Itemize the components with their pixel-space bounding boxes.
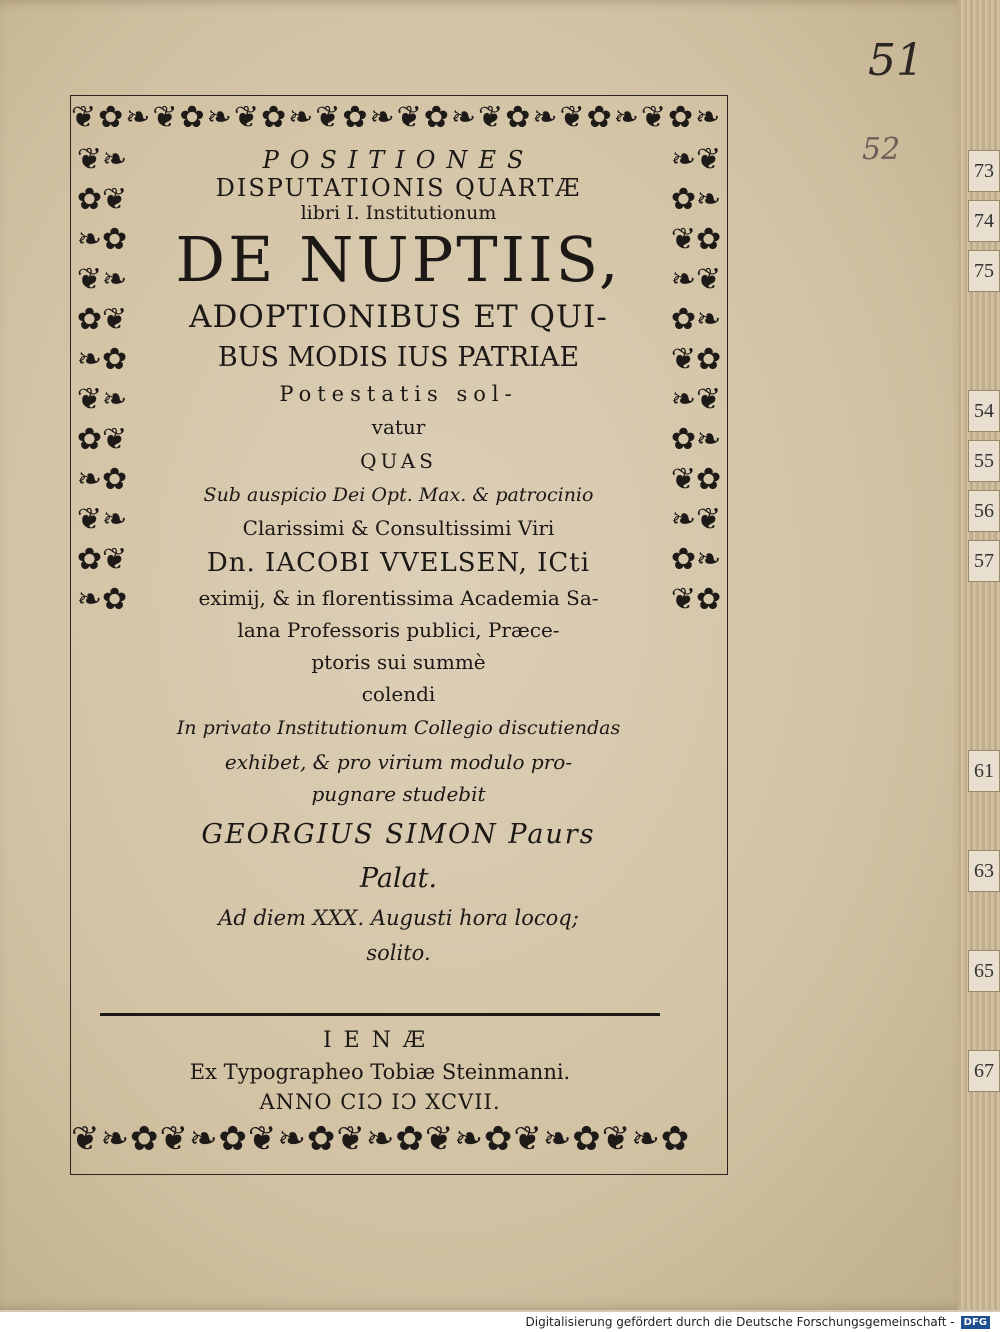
ornament-right: ❧❦✿❧❦✿❧❦✿❧❦✿❧❦✿❧❦✿❧❦✿❧❦✿ [670, 142, 722, 617]
main-title: DE NUPTIIS, [175, 223, 622, 296]
title-text-block [151, 146, 646, 1106]
footer-credit: Digitalisierung gefördert durch die Deutsche Forschungsgemeinschaft - [525, 1315, 955, 1329]
handwritten-page-number: 51 [868, 35, 924, 86]
imprint-place: IENÆ [322, 1028, 438, 1053]
edge-tab: 67 [968, 1050, 1000, 1092]
title-line: Sub auspicio Dei Opt. Max. & patrocinio [203, 484, 594, 506]
title-line: libri I. Institutionum [300, 202, 497, 224]
dfg-logo: DFG [961, 1316, 990, 1329]
handwritten-note: 52 [862, 132, 901, 167]
edge-tab: 74 [968, 200, 1000, 242]
title-line: ADOPTIONIBUS ET QUI- [189, 299, 608, 335]
edge-tab: 73 [968, 150, 1000, 192]
ornament-left: ❦❧✿❦❧✿❦❧✿❦❧✿❦❧✿❦❧✿❦❧✿❦❧✿ [76, 142, 128, 617]
title-line: DISPUTATIONIS QUARTÆ [215, 174, 582, 202]
edge-tab: 57 [968, 540, 1000, 582]
title-line: eximij, & in florentissima Academia Sa- [198, 586, 599, 610]
edge-tab: 75 [968, 250, 1000, 292]
edge-tab: 63 [968, 850, 1000, 892]
title-line: Clarissimi & Consultissimi Viri [242, 516, 555, 540]
title-line: Dn. IACOBI VVELSEN, ICti [206, 548, 591, 578]
edge-tab: 56 [968, 490, 1000, 532]
date-line: solito. [366, 941, 431, 965]
edge-tab: 54 [968, 390, 1000, 432]
ornament-bottom: ❦❧✿❦❧✿❦❧✿❦❧✿❦❧✿❦❧✿❦❧✿ [71, 1119, 691, 1159]
edge-tab: 65 [968, 950, 1000, 992]
title-line: exhibet, & pro virium modulo pro- [224, 750, 573, 774]
title-line: Potestatis sol- [279, 382, 518, 406]
imprint-printer: Ex Typographeo Tobiæ Steinmanni. [189, 1060, 571, 1084]
footer-bar [0, 1312, 1000, 1332]
title-line: vatur [371, 415, 426, 439]
imprint-year: ANNO CIƆ IƆ XCVII. [259, 1090, 501, 1114]
title-line: pugnare studebit [311, 782, 486, 806]
imprint-block [150, 1025, 610, 1117]
date-line: Ad diem XXX. Augusti hora locoq; [218, 906, 579, 930]
title-line: QUAS [360, 449, 437, 473]
page-edge [958, 0, 1000, 1310]
title-line: POSITIONES [262, 146, 535, 174]
edge-tab: 55 [968, 440, 1000, 482]
title-line: In privato Institutionum Collegio discutiendas [176, 717, 621, 739]
title-line: BUS MODIS IUS PATRIAE [217, 342, 580, 373]
edge-tab: 61 [968, 750, 1000, 792]
author-line: GEORGIUS SIMON Paurs [201, 819, 596, 850]
title-line: ptoris sui summè [311, 650, 486, 674]
ornament-top: ❦✿❧❦✿❧❦✿❧❦✿❧❦✿❧❦✿❧❦✿❧❦✿❧ [71, 100, 723, 135]
author-line: Palat. [359, 863, 438, 894]
imprint-rule [100, 1013, 660, 1016]
title-line: lana Professoris publici, Præce- [237, 618, 560, 642]
title-line: colendi [361, 682, 436, 706]
